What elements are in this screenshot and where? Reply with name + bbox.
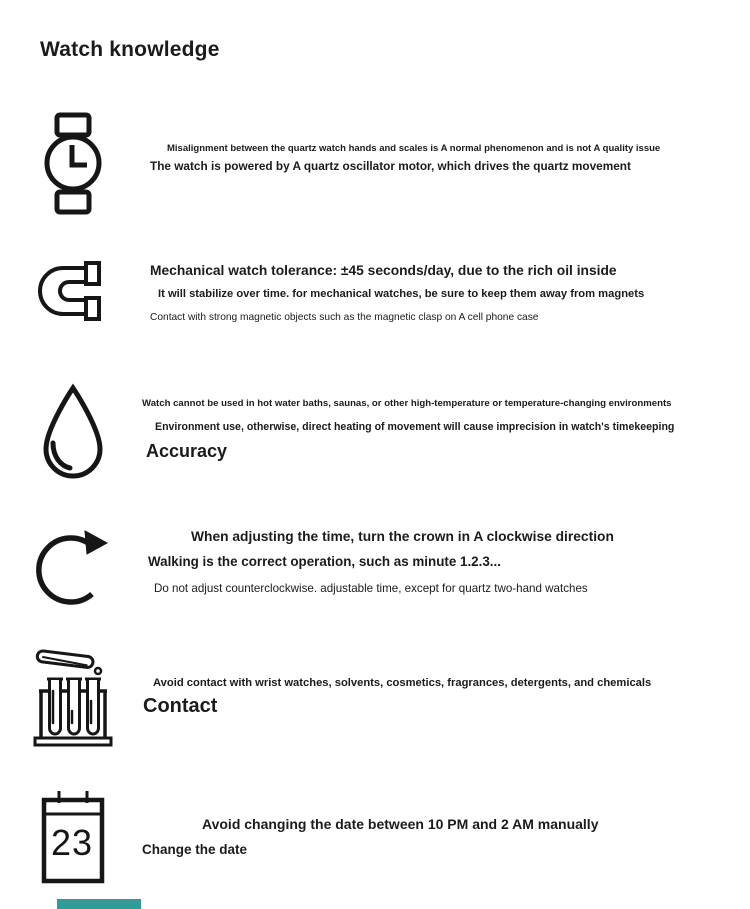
section-accuracy-note: Watch cannot be used in hot water baths, saunas, or other high-temperature or temperature-changing environments xyxy=(142,398,672,409)
wristwatch-icon xyxy=(44,112,102,215)
section-magnet-note: Contact with strong magnetic objects such as the magnetic clasp on A cell phone case xyxy=(150,312,539,323)
section-contact-title: Contact xyxy=(143,695,218,717)
clockwise-arrow-icon xyxy=(35,522,111,612)
section-crown-note: Do not adjust counterclockwise. adjustable time, except for quartz two-hand watches xyxy=(154,582,588,595)
section-magnet-text: It will stabilize over time. for mechanical watches, be sure to keep them away from magnets xyxy=(158,288,645,300)
page-title: Watch knowledge xyxy=(40,38,220,61)
section-date-text: Change the date xyxy=(142,842,248,857)
calendar-icon xyxy=(40,789,106,885)
magnet-icon xyxy=(36,261,104,321)
section-crown-title: When adjusting the time, turn the crown in A clockwise direction xyxy=(191,529,614,544)
water-drop-icon xyxy=(37,383,109,482)
section-date-title: Avoid changing the date between 10 PM and 2 AM manually xyxy=(202,816,599,832)
section-contact-text: Avoid contact with wrist watches, solvents, cosmetics, fragrances, detergents, and chemicals xyxy=(153,677,652,689)
section-magnet-title: Mechanical watch tolerance: ±45 seconds/day, due to the rich oil inside xyxy=(150,263,617,278)
calendar-day-number: 23 xyxy=(51,822,94,863)
section-quartz-text: The watch is powered by A quartz oscillator motor, which drives the quartz movement xyxy=(150,159,631,173)
section-crown-text: Walking is the correct operation, such as minute 1.2.3... xyxy=(148,554,501,569)
section-accuracy-text: Environment use, otherwise, direct heating of movement will cause imprecision in watch's timekeeping xyxy=(155,421,675,433)
bottom-accent-bar xyxy=(57,899,141,909)
section-quartz-note: Misalignment between the quartz watch hands and scales is A normal phenomenon and is not A quality issue xyxy=(167,143,661,154)
test-tubes-icon xyxy=(33,645,113,749)
section-accuracy-title: Accuracy xyxy=(146,441,228,461)
